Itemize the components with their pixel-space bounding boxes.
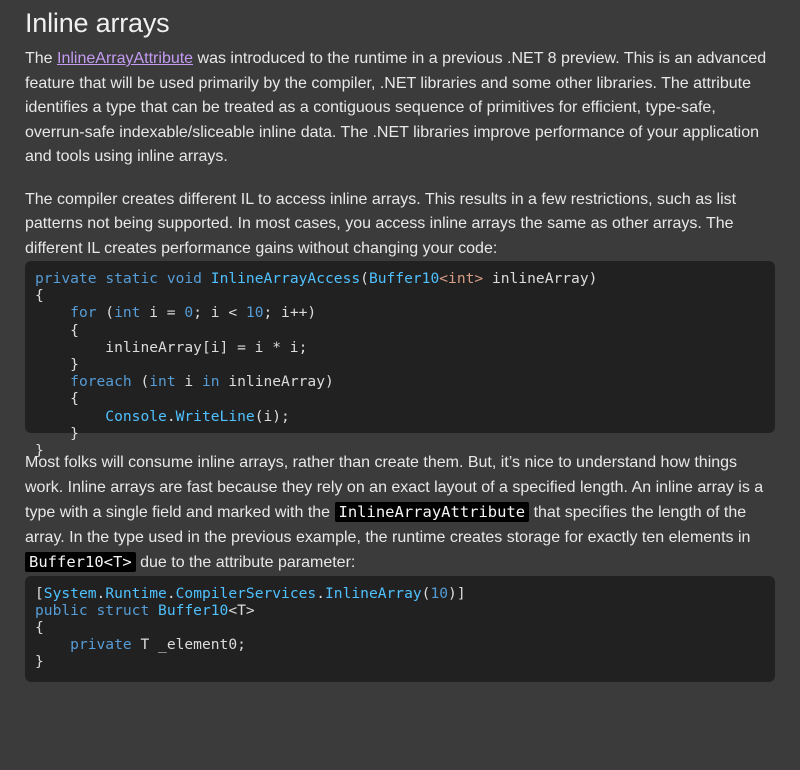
code-token: ; i < xyxy=(193,304,246,322)
code-token: Buffer10 xyxy=(368,270,440,287)
inline-array-attribute-link[interactable]: InlineArrayAttribute xyxy=(57,50,194,67)
code-token: i = xyxy=(140,304,185,322)
code-token: )] xyxy=(448,584,466,602)
inline-code-attribute: InlineArrayAttribute xyxy=(335,502,530,522)
code-token: . xyxy=(166,407,176,425)
code-token: private xyxy=(35,270,97,287)
code-token: { xyxy=(35,287,44,305)
inline-code-buffer10: Buffer10<T> xyxy=(25,552,136,572)
code-token: . xyxy=(96,584,106,602)
code-token: foreach xyxy=(70,373,132,391)
code-token: in xyxy=(201,373,220,391)
code-token: InlineArray xyxy=(325,584,422,602)
code-token: public xyxy=(35,601,88,619)
code-token: inlineArray) xyxy=(483,270,598,287)
code-token: } xyxy=(70,424,79,442)
code-token: void xyxy=(166,270,202,287)
code-token: Runtime xyxy=(105,584,167,602)
code-token: 10 xyxy=(430,584,449,602)
page-title: Inline arrays xyxy=(25,8,170,38)
code-token: i xyxy=(175,373,202,391)
code-token: ( xyxy=(421,584,431,602)
code-token: . xyxy=(166,584,176,602)
layout-paragraph xyxy=(25,451,775,576)
code-token: (i); xyxy=(254,407,290,425)
code-token: . xyxy=(316,584,326,602)
code-token: WriteLine xyxy=(175,407,255,425)
code-token: System xyxy=(43,584,97,602)
code-token: int xyxy=(149,373,176,391)
code-token: 10 xyxy=(245,304,264,322)
code-token: ( xyxy=(360,270,369,287)
code-token: inlineArray[i] = i * i; xyxy=(105,338,308,356)
code-token: <T> xyxy=(228,601,255,619)
layout-text-3: due to the attribute parameter: xyxy=(135,554,356,571)
code-token: Console xyxy=(105,407,167,425)
layout-text-2: that specifies the length of the array. In the type used in the previous example, the runtime creates storage for exactly ten elements in xyxy=(25,504,751,546)
code-token: { xyxy=(35,618,44,636)
code-block-inline-array-access xyxy=(25,261,775,460)
intro-paragraph xyxy=(25,47,775,170)
code-token: { xyxy=(70,321,79,339)
code-token: for xyxy=(70,304,97,322)
code-block-buffer10-struct xyxy=(25,576,775,682)
code-token: private xyxy=(70,636,132,654)
code-token: T _element0; xyxy=(131,636,246,654)
code-token: } xyxy=(35,442,44,460)
code-token: ; i++) xyxy=(263,304,317,322)
compiler-paragraph: The compiler creates different IL to access inline arrays. This results in a few restrictions, such as list patterns not being supported. In most cases, you access inline arrays the same as other arrays. The different IL creates performance gains without changing your code: xyxy=(25,190,737,257)
code-token: 0 xyxy=(184,304,194,322)
code-token: { xyxy=(70,390,79,408)
code-token: inlineArray) xyxy=(219,373,334,391)
code-token: int xyxy=(114,304,141,322)
code-token: [ xyxy=(35,584,44,602)
code-token: struct xyxy=(96,601,150,619)
code-token: ( xyxy=(96,304,115,322)
code-token: <int> xyxy=(439,270,484,287)
code-token: CompilerServices xyxy=(175,584,317,602)
code-token: Buffer10 xyxy=(158,601,229,619)
code-token: static xyxy=(105,270,159,287)
code-token: } xyxy=(35,653,44,671)
intro-text-before: The xyxy=(25,50,58,67)
intro-text-after: was introduced to the runtime in a previous .NET 8 preview. This is an advanced feature that will be used primarily by the compiler, .NET libraries and some other libraries. The attribute identifies a type that can be treated as a contiguous sequence of primitives for efficient, type-safe, overrun-safe indexable/sliceable inline data. The .NET libraries improve performance of your application and tools using inline arrays. xyxy=(25,50,767,165)
code-token: } xyxy=(70,356,79,374)
layout-text-1: Most folks will consume inline arrays, rather than create them. But, it’s nice to understand how things work. Inline arrays are fast because they rely on an exact layout of a specified length. An inline array is a type with a single field and marked with the xyxy=(25,454,764,521)
code-token: InlineArrayAccess xyxy=(210,270,361,287)
code-token: ( xyxy=(131,373,150,391)
